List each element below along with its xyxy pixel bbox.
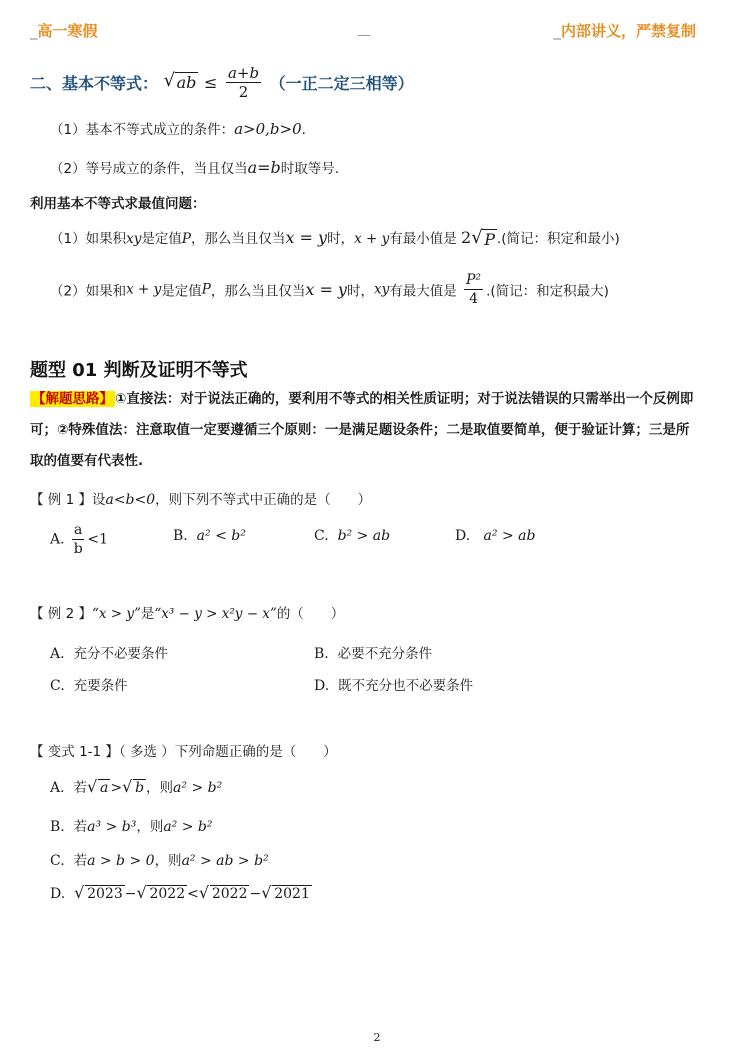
option-d-rad3: 2022 bbox=[211, 886, 248, 902]
option-c-concl: a² > ab > b² bbox=[181, 853, 269, 869]
option-letter: B. bbox=[173, 528, 188, 544]
option-letter: B. bbox=[50, 819, 65, 835]
example1-option-a[interactable] bbox=[50, 521, 108, 558]
example1-option-d[interactable] bbox=[455, 528, 535, 544]
option-a-post: ，则 bbox=[146, 780, 174, 796]
line4-mid4: 有最大值是 bbox=[389, 283, 457, 300]
line4-den: 4 bbox=[469, 291, 478, 307]
option-letter: A. bbox=[50, 531, 65, 548]
tip-tag: 【解题思路】 bbox=[32, 391, 113, 407]
line3-mid4: 有最小值是 bbox=[389, 231, 457, 247]
option-a-rad2: b bbox=[135, 780, 145, 796]
option-d-minus2: − bbox=[249, 886, 262, 902]
solution-tip bbox=[30, 384, 702, 477]
variant-option-c[interactable] bbox=[50, 849, 269, 869]
line4-xy: xy bbox=[373, 281, 390, 298]
example1-label: 【 例 1 】 bbox=[30, 492, 92, 508]
tip-text: ①直接法：对于说法正确的，要利用不等式的相关性质证明；对于说法错误的只需举出一个反例即可；②特殊值法：注意取值一定要遵循三个原则：一是满足题设条件；二是取值要简单，便于验证计算；三是所取的值要有代表性. bbox=[30, 391, 694, 469]
example2-stem bbox=[30, 602, 344, 622]
line2-math: a=b bbox=[247, 158, 281, 177]
example2-option-d[interactable] bbox=[314, 674, 473, 694]
header-right-text: 内部讲义，严禁复制 bbox=[560, 22, 696, 40]
formula-num: a+b bbox=[227, 64, 260, 82]
header-left: _高一寒假 bbox=[30, 22, 98, 40]
header-mid-mark: __ bbox=[358, 22, 370, 36]
option-text: 充要条件 bbox=[73, 678, 128, 694]
example2-option-c[interactable] bbox=[50, 674, 128, 694]
option-text: 必要不充分条件 bbox=[337, 646, 433, 662]
option-b-concl: a² > b² bbox=[163, 819, 213, 835]
option-d-sqrt4: √ 2021 bbox=[261, 883, 310, 902]
line3-p: P bbox=[181, 231, 191, 247]
line4-cond: x = y bbox=[305, 280, 347, 299]
formula-sqrt: √ ab bbox=[163, 70, 197, 92]
example1-stem bbox=[30, 488, 371, 508]
example1-option-c[interactable] bbox=[314, 528, 390, 544]
rule-product-line bbox=[50, 227, 620, 249]
option-c-cond: a > b > 0 bbox=[87, 853, 155, 869]
option-a-fraction bbox=[72, 521, 84, 558]
option-d-minus1: − bbox=[124, 886, 137, 902]
option-b-pre: 若 bbox=[73, 819, 88, 835]
variant-label: 【 变式 1-1 】 bbox=[30, 744, 119, 760]
section-title-note: （一正二定三相等） bbox=[269, 74, 414, 93]
option-d-rad2: 2022 bbox=[149, 886, 186, 902]
section-title-label: 二、基本不等式： bbox=[30, 74, 159, 93]
example2-q2: “x³ − y > x²y − x” bbox=[154, 606, 277, 622]
line4-p: P bbox=[201, 281, 211, 298]
header-right: _内部讲义，严禁复制 bbox=[553, 22, 696, 40]
example1-stem-math: a<b<0 bbox=[105, 492, 156, 508]
section-title bbox=[30, 64, 414, 101]
example2-stem-post: 的（ ） bbox=[276, 606, 345, 622]
option-letter: D. bbox=[314, 678, 330, 694]
example1-option-b[interactable] bbox=[173, 528, 246, 544]
line3-val-sqrt: √ P bbox=[471, 226, 495, 249]
option-letter: A. bbox=[50, 646, 65, 662]
option-d-sqrt2: √ 2022 bbox=[136, 883, 186, 902]
line3-xy: xy bbox=[126, 231, 142, 247]
line3-cond: x = y bbox=[285, 228, 328, 247]
option-b-cond: a³ > b³ bbox=[87, 819, 137, 835]
line2-suffix: 时取等号. bbox=[280, 161, 340, 177]
variant-stem bbox=[30, 740, 337, 760]
option-letter: B. bbox=[314, 646, 329, 662]
line3-mid1: 是定值 bbox=[141, 231, 182, 247]
variant-option-d[interactable] bbox=[50, 883, 312, 902]
line4-prefix: （2）如果和 bbox=[50, 283, 127, 300]
condition-line-2 bbox=[50, 157, 339, 177]
option-d-sqrt3: √ 2022 bbox=[198, 883, 248, 902]
variant-stem-text: （ 多选 ）下列命题正确的是（ ） bbox=[118, 744, 337, 760]
option-d-rad1: 2023 bbox=[87, 886, 123, 902]
option-text: b² > ab bbox=[337, 528, 391, 544]
option-a-pre: 若 bbox=[73, 780, 87, 796]
condition-line-1 bbox=[50, 118, 306, 138]
line3-val-rad: P bbox=[484, 229, 495, 249]
line3-mid2: ，那么当且仅当 bbox=[190, 231, 286, 247]
option-letter: D. bbox=[50, 886, 66, 902]
option-letter: C. bbox=[50, 678, 65, 694]
option-a-den: b bbox=[73, 541, 83, 557]
option-letter: A. bbox=[50, 780, 65, 796]
formula-den: 2 bbox=[238, 83, 249, 101]
line1-math: a>0,b>0 bbox=[234, 120, 302, 138]
example1-stem-post: ，则下列不等式中正确的是（ ） bbox=[155, 492, 372, 508]
example2-option-a[interactable] bbox=[50, 642, 168, 662]
rule-sum-line bbox=[50, 271, 609, 308]
type-title: 题型 01 判断及证明不等式 bbox=[30, 360, 248, 381]
option-a-sqrt-a: √ a bbox=[86, 777, 109, 796]
example2-q1: “x > y” bbox=[91, 606, 141, 622]
header-left-text: 高一寒假 bbox=[37, 22, 98, 40]
example1-stem-pre: 设 bbox=[91, 492, 106, 508]
option-text: 既不充分也不必要条件 bbox=[338, 678, 474, 694]
extremum-subheading: 利用基本不等式求最值问题： bbox=[30, 196, 206, 212]
line4-mid1: 是定值 bbox=[161, 283, 202, 300]
line3-note: .(简记：积定和最小) bbox=[496, 231, 620, 247]
option-letter: C. bbox=[314, 528, 329, 544]
page-number: 2 bbox=[373, 1031, 381, 1044]
line1-suffix: . bbox=[301, 122, 306, 138]
option-d-lt: < bbox=[187, 886, 199, 902]
option-a-rad1: a bbox=[99, 780, 109, 796]
option-text: a² < b² bbox=[196, 528, 246, 544]
variant-option-b[interactable] bbox=[50, 815, 213, 835]
option-c-post: ，则 bbox=[154, 853, 182, 869]
line4-fraction bbox=[464, 271, 483, 308]
variant-option-a[interactable] bbox=[50, 776, 222, 796]
option-text: a² > ab bbox=[483, 528, 536, 544]
line4-mid2: ，那么当且仅当 bbox=[210, 283, 306, 300]
line4-num: P² bbox=[466, 272, 482, 288]
line2-prefix: （2）等号成立的条件，当且仅当 bbox=[50, 161, 248, 177]
line4-mid3: 时， bbox=[346, 283, 374, 300]
option-c-pre: 若 bbox=[73, 853, 88, 869]
option-text: 充分不必要条件 bbox=[73, 646, 168, 662]
option-letter: D. bbox=[455, 528, 471, 544]
example2-option-b[interactable] bbox=[314, 642, 432, 662]
formula-fraction bbox=[226, 64, 261, 101]
formula-radicand: ab bbox=[176, 73, 197, 92]
option-a-concl: a² > b² bbox=[173, 780, 223, 796]
option-b-post: ，则 bbox=[136, 819, 164, 835]
option-a-sqrt-b: √ b bbox=[122, 777, 145, 796]
line3-val-coef: 2 bbox=[461, 228, 472, 247]
line1-prefix: （1）基本不等式成立的条件： bbox=[50, 122, 235, 138]
line4-sum: x + y bbox=[126, 281, 162, 298]
example2-is: 是 bbox=[140, 606, 155, 622]
formula-relation: ≤ bbox=[203, 73, 218, 92]
line4-note: .(简记：和定积最大) bbox=[486, 283, 609, 300]
option-letter: C. bbox=[50, 853, 65, 869]
line3-sum: x + y bbox=[354, 231, 390, 247]
line3-mid3: 时， bbox=[327, 231, 355, 247]
option-a-num: a bbox=[74, 522, 83, 538]
option-a-rest: <1 bbox=[87, 531, 109, 548]
option-a-gt: > bbox=[110, 780, 123, 796]
example2-label: 【 例 2 】 bbox=[30, 606, 92, 622]
line3-prefix: （1）如果积 bbox=[50, 231, 127, 247]
option-d-rad4: 2021 bbox=[274, 886, 310, 902]
option-d-sqrt1: √ 2023 bbox=[74, 883, 123, 902]
